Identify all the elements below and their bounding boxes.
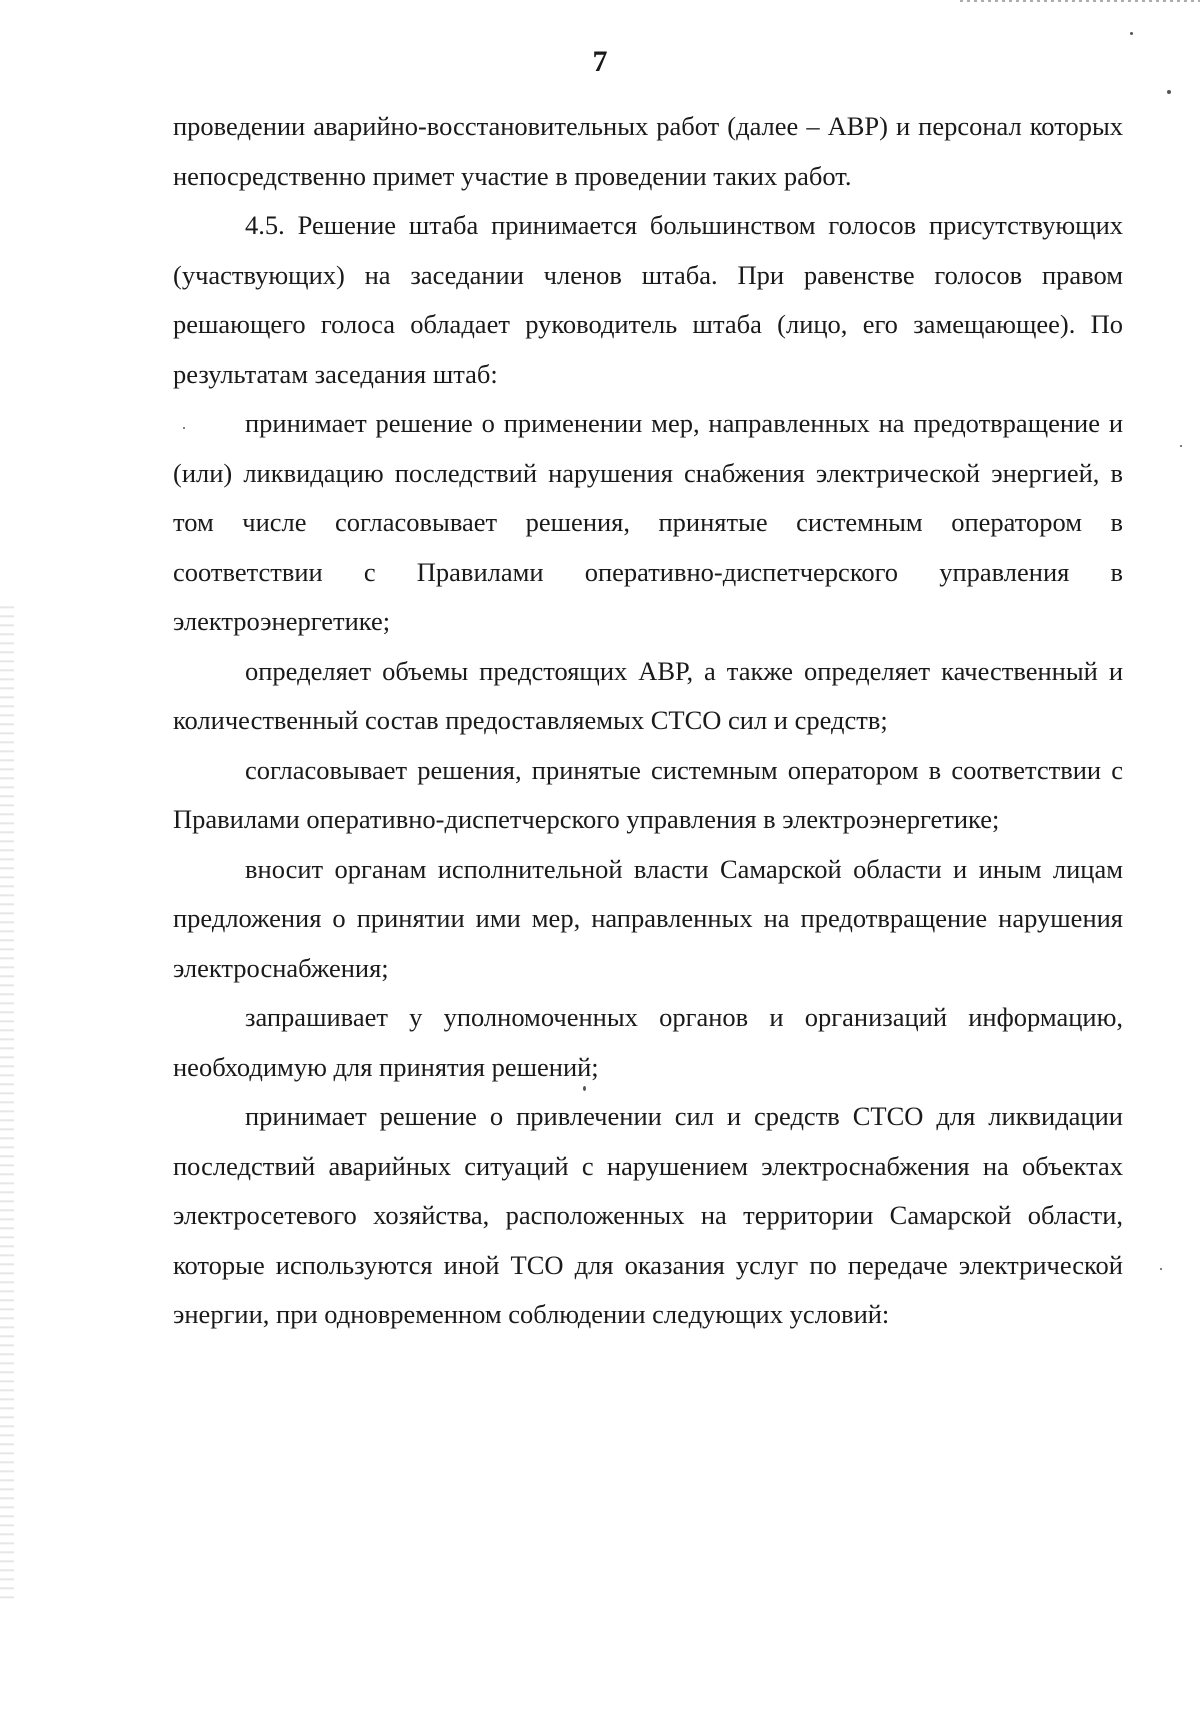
- paragraph-engages-forces: принимает решение о привлечении сил и средств СТСО для ликвидации последствий аварийных ситуаций с нарушением электроснабжения на объектах электросетевого хозяйства, расположенных на территории Самарской области, которые используются иной ТСО для оказания услуг по передаче электрической энергии, при одновременном соблюдении следующих условий:: [173, 1101, 1123, 1329]
- paragraph-measures-decision: принимает решение о применении мер, направленных на предотвращение и (или) ликвидацию последствий нарушения снабжения электрической энергией, в том числе согласовывает решения, принятые системным оператором в соответствии с Правилами оперативно-диспетчерского управления в электроэнергетике;: [173, 408, 1123, 636]
- scan-edge-noise: [0, 600, 14, 1600]
- page-number: 7: [592, 45, 608, 78]
- scan-speck: [183, 427, 185, 429]
- paragraph-4-5: 4.5. Решение штаба принимается большинством голосов присутствующих (участвующих) на заседании членов штаба. При равенстве голосов правом решающего голоса обладает руководитель штаба (лицо, его замещающее). По результатам заседания штаб:: [173, 210, 1123, 389]
- scan-speck: [1130, 32, 1133, 35]
- scan-speck: [1160, 1268, 1162, 1270]
- document-body: [173, 102, 1123, 1340]
- paragraph-continuation: проведении аварийно-восстановительных работ (далее – АВР) и персонал которых непосредственно примет участие в проведении таких работ.: [173, 111, 1123, 191]
- scan-speck: [1180, 445, 1182, 447]
- paragraph-determines-volumes: определяет объемы предстоящих АВР, а также определяет качественный и количественный состав предоставляемых СТСО сил и средств;: [173, 655, 1123, 735]
- paragraph-requests-information: запрашивает у уполномоченных органов и организаций информацию, необходимую для принятия решений;: [173, 1002, 1123, 1082]
- scan-speck: [583, 1086, 586, 1091]
- scan-edge-artifact: [960, 0, 1200, 2]
- paragraph-approves-decisions: согласовывает решения, принятые системным оператором в соответствии с Правилами оперативно-диспетчерского управления в электроэнергетике;: [173, 754, 1123, 834]
- paragraph-submits-proposals: вносит органам исполнительной власти Самарской области и иным лицам предложения о принятии ими мер, направленных на предотвращение нарушения электроснабжения;: [173, 853, 1123, 983]
- scan-speck: [1167, 90, 1171, 94]
